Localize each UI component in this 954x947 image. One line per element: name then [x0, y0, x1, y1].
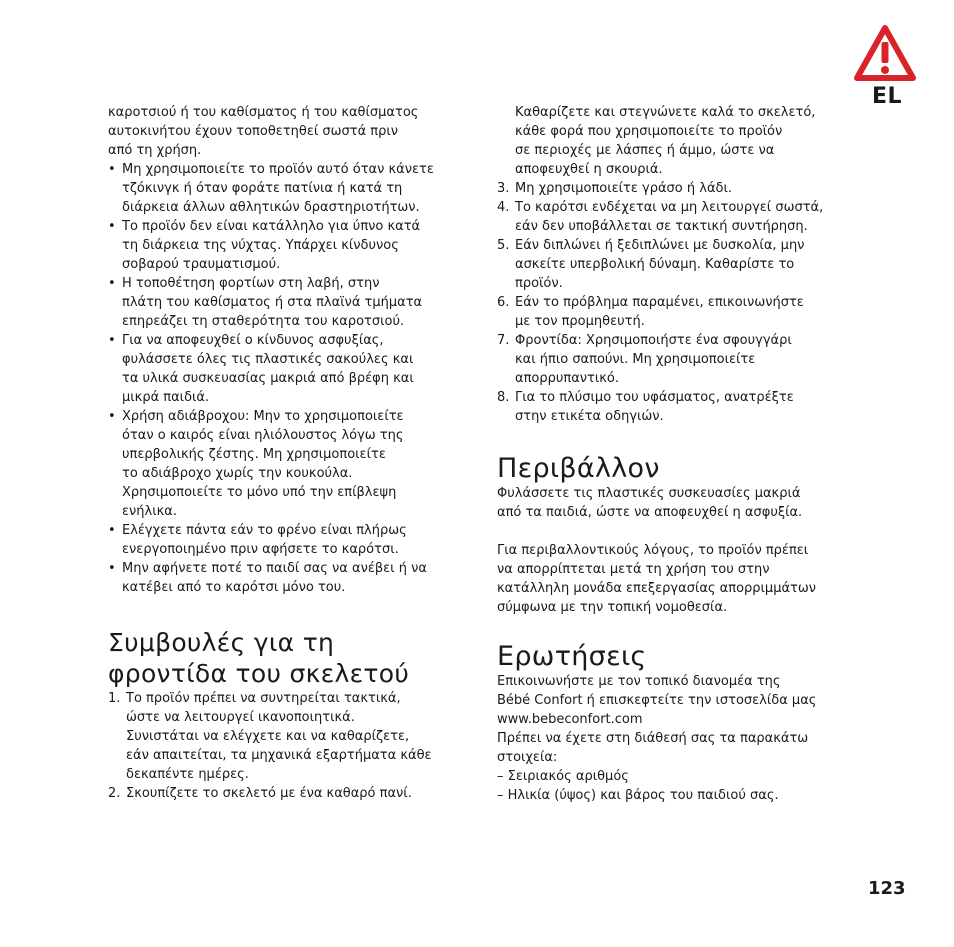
step-number: 4.: [497, 200, 510, 215]
questions-paragraph: Πρέπει να έχετε στη διάθεσή σας τα παρακάτω στοιχεία:: [497, 731, 809, 765]
list-item: • Χρήση αδιάβροχου: Μην το χρησιμοποιείτε όταν ο καιρός είναι ηλιόλουστος λόγω της υπερβολικής ζέστης. Μη χρησιμοποιείτε το αδιάβροχο χωρίς την κουκούλα. Χρησιμοποιείτε το μόνο υπό την επίβλεψη ενήλικα.: [108, 407, 468, 521]
left-column: [108, 103, 468, 803]
list-item: • Ελέγχετε πάντα εάν το φρένο είναι πλήρως ενεργοποιημένο πριν αφήσετε το καρότσι.: [108, 521, 468, 559]
list-item: • Το προϊόν δεν είναι κατάλληλο για ύπνο κατά τη διάρκεια της νύχτας. Υπάρχει κίνδυνος σοβαρού τραυματισμού.: [108, 217, 468, 274]
care-steps-list: [108, 689, 468, 803]
step-text: Σκουπίζετε το σκελετό με ένα καθαρό πανί.: [126, 786, 412, 801]
step-text: Εάν το πρόβλημα παραμένει, επικοινωνήστε με τον προμηθευτή.: [515, 295, 804, 329]
list-item: [497, 236, 857, 293]
step-text: Φροντίδα: Χρησιμοποιήστε ένα σφουγγάρι και ήπιο σαπούνι. Μη χρησιμοποιείτε απορρυπαντικό.: [515, 333, 792, 386]
list-item: • Μη χρησιμοποιείτε το προϊόν αυτό όταν κάνετε τζόκινγκ ή όταν φοράτε πατίνια ή κατά τη διάρκεια άλλων αθλητικών δραστηριοτήτων.: [108, 160, 468, 217]
step-number: 6.: [497, 295, 510, 310]
safety-bullet-list: [108, 160, 468, 597]
warning-icon: [853, 24, 917, 82]
questions-paragraph: Επικοινωνήστε με τον τοπικό διανομέα της Bébé Confort ή επισκεφτείτε την ιστοσελίδα μας www.bebeconfort.com: [497, 674, 817, 727]
list-item: • Μην αφήνετε ποτέ το παιδί σας να ανέβει ή να κατέβει από το καρότσι μόνο του.: [108, 559, 468, 597]
list-item: [497, 179, 857, 198]
language-code: EL: [872, 84, 903, 109]
continuation-text: Καθαρίζετε και στεγνώνετε καλά το σκελετό, κάθε φορά που χρησιμοποιείτε το προϊόν σε περιοχές με λάσπες ή άμμο, ώστε να αποφευχθεί η σκουριά.: [515, 105, 816, 177]
step-text: Μη χρησιμοποιείτε γράσο ή λάδι.: [515, 181, 733, 196]
step-number: 2.: [108, 786, 121, 801]
list-item: [497, 198, 857, 236]
step-text: Εάν διπλώνει ή ξεδιπλώνει με δυσκολία, μην ασκείτε υπερβολική δύναμη. Καθαρίστε το προϊόν.: [515, 238, 805, 291]
continuation-text: καροτσιού ή του καθίσματος ή του καθίσματος αυτοκινήτου έχουν τοποθετηθεί σωστά πριν από τη χρήση.: [108, 105, 419, 158]
questions-item: – Σειριακός αριθμός: [497, 769, 629, 784]
list-item: [108, 689, 468, 784]
step-number: 8.: [497, 390, 510, 405]
step-text: Το καρότσι ενδέχεται να μη λειτουργεί σωστά, εάν δεν υποβάλλεται σε τακτική συντήρηση.: [515, 200, 824, 234]
care-steps-list-continued: [497, 179, 857, 426]
step-number: 5.: [497, 238, 510, 253]
environment-paragraph: Για περιβαλλοντικούς λόγους, το προϊόν πρέπει να απορρίπτεται μετά τη χρήση του στην κατάλληλη μονάδα επεξεργασίας απορριμμάτων σύμφωνα με την τοπική νομοθεσία.: [497, 543, 817, 615]
step-number: 7.: [497, 333, 510, 348]
page-number: 123: [868, 878, 906, 899]
questions-item: – Ηλικία (ύψος) και βάρος του παιδιού σας.: [497, 788, 779, 803]
step-text: Το προϊόν πρέπει να συντηρείται τακτικά, ώστε να λειτουργεί ικανοποιητικά. Συνιστάται να ελέγχετε και να καθαρίζετε, εάν απαιτείται, τα μηχανικά εξαρτήματα κάθε δεκαπέντε ημέρες.: [126, 691, 432, 782]
list-item: [497, 331, 857, 388]
environment-paragraph: Φυλάσσετε τις πλαστικές συσκευασίες μακριά από τα παιδιά, ώστε να αποφευχθεί η ασφυξία.: [497, 486, 803, 520]
list-item: [497, 293, 857, 331]
care-heading: Συμβουλές για τη φροντίδα του σκελετού: [108, 628, 410, 688]
environment-heading: Περιβάλλον: [497, 453, 660, 484]
list-item: • Η τοποθέτηση φορτίων στη λαβή, στην πλάτη του καθίσματος ή στα πλαϊνά τμήματα επηρεάζει τη σταθερότητα του καροτσιού.: [108, 274, 468, 331]
list-item: [497, 388, 857, 426]
step-number: 3.: [497, 181, 510, 196]
step-text: Για το πλύσιμο του υφάσματος, ανατρέξτε στην ετικέτα οδηγιών.: [515, 390, 794, 424]
list-item: • Για να αποφευχθεί ο κίνδυνος ασφυξίας, φυλάσσετε όλες τις πλαστικές σακούλες και τα υλικά συσκευασίας μακριά από βρέφη και μικρά παιδιά.: [108, 331, 468, 407]
questions-heading: Ερωτήσεις: [497, 641, 647, 672]
step-number: 1.: [108, 691, 121, 706]
list-item: [108, 784, 468, 803]
right-column: [497, 103, 857, 805]
